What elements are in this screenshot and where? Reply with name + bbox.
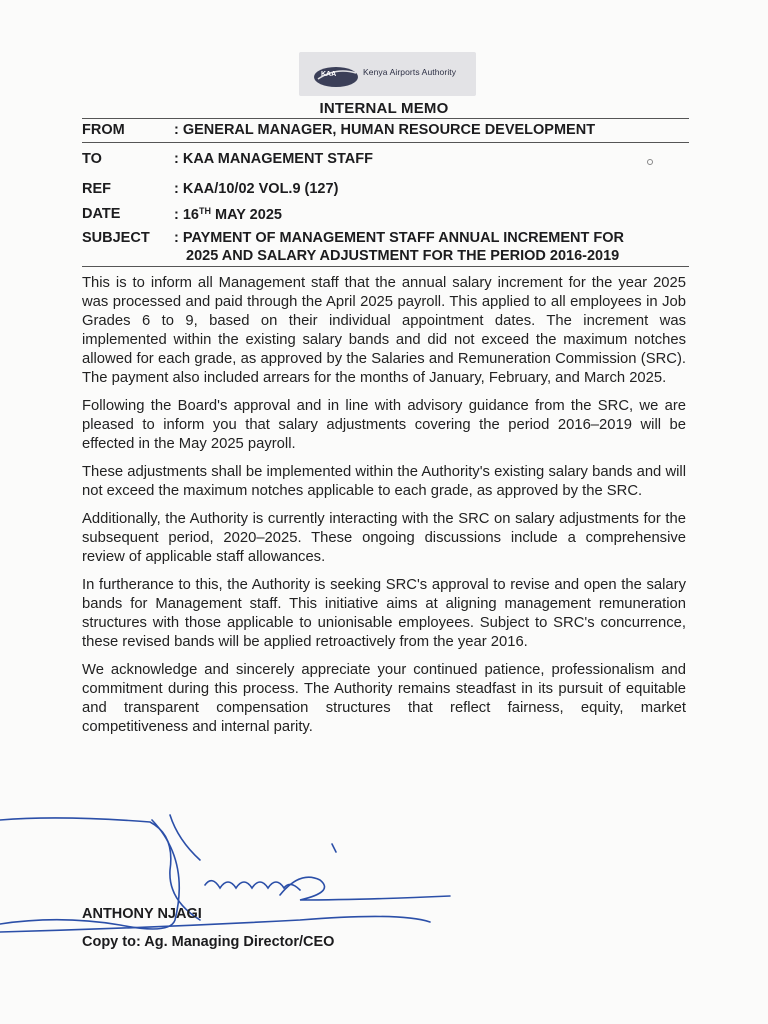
to-label: TO xyxy=(82,151,102,167)
body-paragraph: Additionally, the Authority is currently interacting with the SRC on salary adjustments for the subsequent period, 2020–2025. These ongoing discussions include a comprehensive review of applicable staff allowances. xyxy=(82,511,686,565)
memo-title: INTERNAL MEMO xyxy=(319,100,449,117)
date-month-year: MAY 2025 xyxy=(211,207,282,223)
memo-body xyxy=(82,274,686,746)
ref-label: REF xyxy=(82,181,111,197)
signatory-name: ANTHONY NJAGI xyxy=(82,906,202,922)
from-rule xyxy=(82,142,689,143)
logo-badge-text: KAA xyxy=(321,71,337,78)
copy-to: Copy to: Ag. Managing Director/CEO xyxy=(82,934,335,950)
date-label: DATE xyxy=(82,206,121,222)
kaa-logo xyxy=(299,52,476,96)
date-day: : 16 xyxy=(174,207,199,223)
body-paragraph: This is to inform all Management staff that the annual salary increment for the year 2025 was processed and paid through the April 2025 payroll. This applied to all employees in Job Grades 6 to 9, based on their individual appointment dates. The increment was implemented within the existing salary bands and did not exceed the maximum notches allowed for each grade, as approved by the Salaries and Remuneration Commission (SRC). The payment also included arrears for the months of January, February, and March 2025. xyxy=(82,275,686,386)
header-rule xyxy=(82,118,689,119)
body-paragraph: Following the Board's approval and in line with advisory guidance from the SRC, we are pleased to inform you that salary adjustments covering the period 2016–2019 will be effected in the May 2025 payroll. xyxy=(82,398,686,452)
subject-label: SUBJECT xyxy=(82,230,150,246)
from-label: FROM xyxy=(82,122,125,138)
stray-mark xyxy=(647,159,653,165)
ref-value: : KAA/10/02 VOL.9 (127) xyxy=(174,181,339,197)
subject-line-2: 2025 AND SALARY ADJUSTMENT FOR THE PERIOD 2016-2019 xyxy=(186,248,620,264)
from-value: : GENERAL MANAGER, HUMAN RESOURCE DEVELOPMENT xyxy=(174,122,596,138)
date-value xyxy=(174,206,282,223)
subject-line-1: : PAYMENT OF MANAGEMENT STAFF ANNUAL INCREMENT FOR xyxy=(174,230,625,246)
logo-org-name: Kenya Airports Authority xyxy=(363,67,457,77)
body-paragraph: These adjustments shall be implemented within the Authority's existing salary bands and will not exceed the maximum notches applicable to each grade, as approved by the SRC. xyxy=(82,464,686,499)
subject-rule xyxy=(82,266,689,267)
to-value: : KAA MANAGEMENT STAFF xyxy=(174,151,373,167)
handwritten-signature xyxy=(0,800,768,950)
body-paragraph: We acknowledge and sincerely appreciate your continued patience, professionalism and commitment during this process. The Authority remains steadfast in its pursuit of equitable and transparent compensation structures that reflect fairness, equity, market competitiveness and internal parity. xyxy=(82,662,686,735)
date-ordinal: TH xyxy=(199,206,211,216)
body-paragraph: In furtherance to this, the Authority is seeking SRC's approval to revise and open the salary bands for Management staff. This initiative aims at aligning management remuneration structures with those applicable to unionisable employees. Subject to SRC's concurrence, these revised bands will be applied retroactively from the year 2016. xyxy=(82,577,686,650)
